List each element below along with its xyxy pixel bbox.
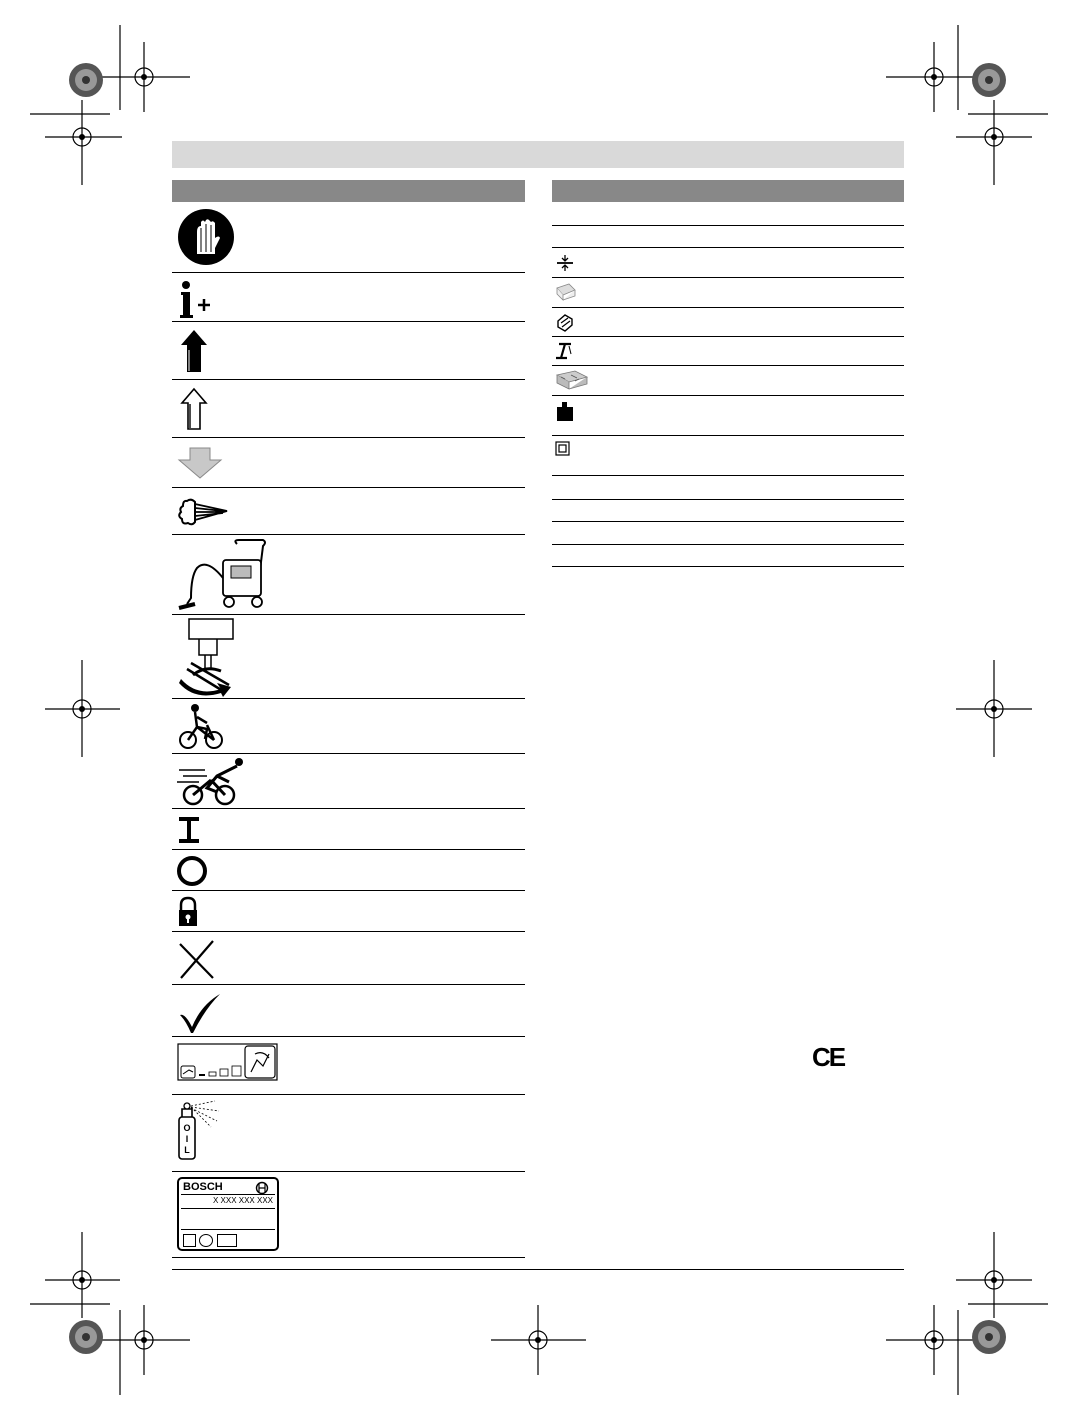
nameplate-number: X XXX XXX XXX xyxy=(212,1196,273,1205)
protection-class-icon xyxy=(555,441,571,457)
info-plus-icon xyxy=(177,279,217,319)
table-row xyxy=(552,202,904,226)
table-row xyxy=(172,535,525,615)
footer-rule xyxy=(172,1269,904,1270)
arrow-up-outline-icon xyxy=(177,386,211,432)
arrow-up-filled-icon xyxy=(177,328,211,374)
table-row xyxy=(172,273,525,322)
arrow-down-gray-icon xyxy=(177,446,223,480)
table-row xyxy=(172,438,525,488)
table-row xyxy=(172,615,525,699)
bosch-logo-icon xyxy=(255,1181,269,1195)
right-data-table xyxy=(552,202,904,567)
table-row xyxy=(552,522,904,545)
metal-icon xyxy=(555,313,575,333)
table-row xyxy=(552,500,904,522)
table-row xyxy=(172,809,525,850)
weight-icon xyxy=(555,401,575,423)
left-table-header xyxy=(172,180,525,202)
table-row xyxy=(552,476,904,500)
table-row xyxy=(552,308,904,337)
table-row xyxy=(172,699,525,754)
table-row xyxy=(552,337,904,366)
ce-mark: CE xyxy=(812,1042,845,1072)
table-row xyxy=(172,891,525,932)
right-table-header xyxy=(552,180,904,202)
table-row xyxy=(172,380,525,438)
table-row xyxy=(552,248,904,278)
cyclist-slow-icon xyxy=(177,703,227,751)
table-row xyxy=(172,1172,525,1258)
table-row xyxy=(172,985,525,1037)
table-row xyxy=(172,1037,525,1095)
table-row xyxy=(172,202,525,273)
table-row xyxy=(172,322,525,380)
oil-label-i: I xyxy=(185,1134,189,1144)
table-row xyxy=(172,754,525,809)
table-row xyxy=(552,436,904,476)
table-row xyxy=(552,226,904,248)
tile-icon xyxy=(555,369,589,391)
table-row xyxy=(552,545,904,567)
lock-icon xyxy=(177,896,199,928)
table-row xyxy=(172,850,525,891)
oil-label-l: L xyxy=(184,1145,190,1155)
cross-icon xyxy=(177,938,217,980)
rotate-tool-icon xyxy=(177,617,247,697)
steel-beam-icon xyxy=(555,342,575,362)
cyclist-fast-icon xyxy=(177,758,247,806)
table-row xyxy=(552,366,904,396)
table-row xyxy=(552,396,904,436)
oil-label-o: O xyxy=(183,1123,191,1133)
gloves-icon xyxy=(177,208,235,266)
vacuum-cleaner-icon xyxy=(177,538,267,613)
check-icon xyxy=(177,991,223,1033)
blade-stroke-icon xyxy=(556,254,574,272)
table-row xyxy=(172,1095,525,1172)
table-row xyxy=(172,488,525,535)
page-header-bar xyxy=(172,141,904,168)
table-row xyxy=(552,278,904,308)
table-row xyxy=(172,932,525,985)
nameplate-brand: BOSCH xyxy=(183,1181,223,1193)
speed-dial-icon xyxy=(177,1042,279,1082)
oil-spray-icon xyxy=(177,1099,227,1163)
off-symbol-icon xyxy=(177,856,211,888)
wood-icon xyxy=(555,282,577,302)
dust-blow-icon xyxy=(177,494,233,528)
on-symbol-icon xyxy=(177,817,203,845)
left-symbol-table xyxy=(172,202,525,1258)
nameplate-icon xyxy=(177,1177,279,1251)
